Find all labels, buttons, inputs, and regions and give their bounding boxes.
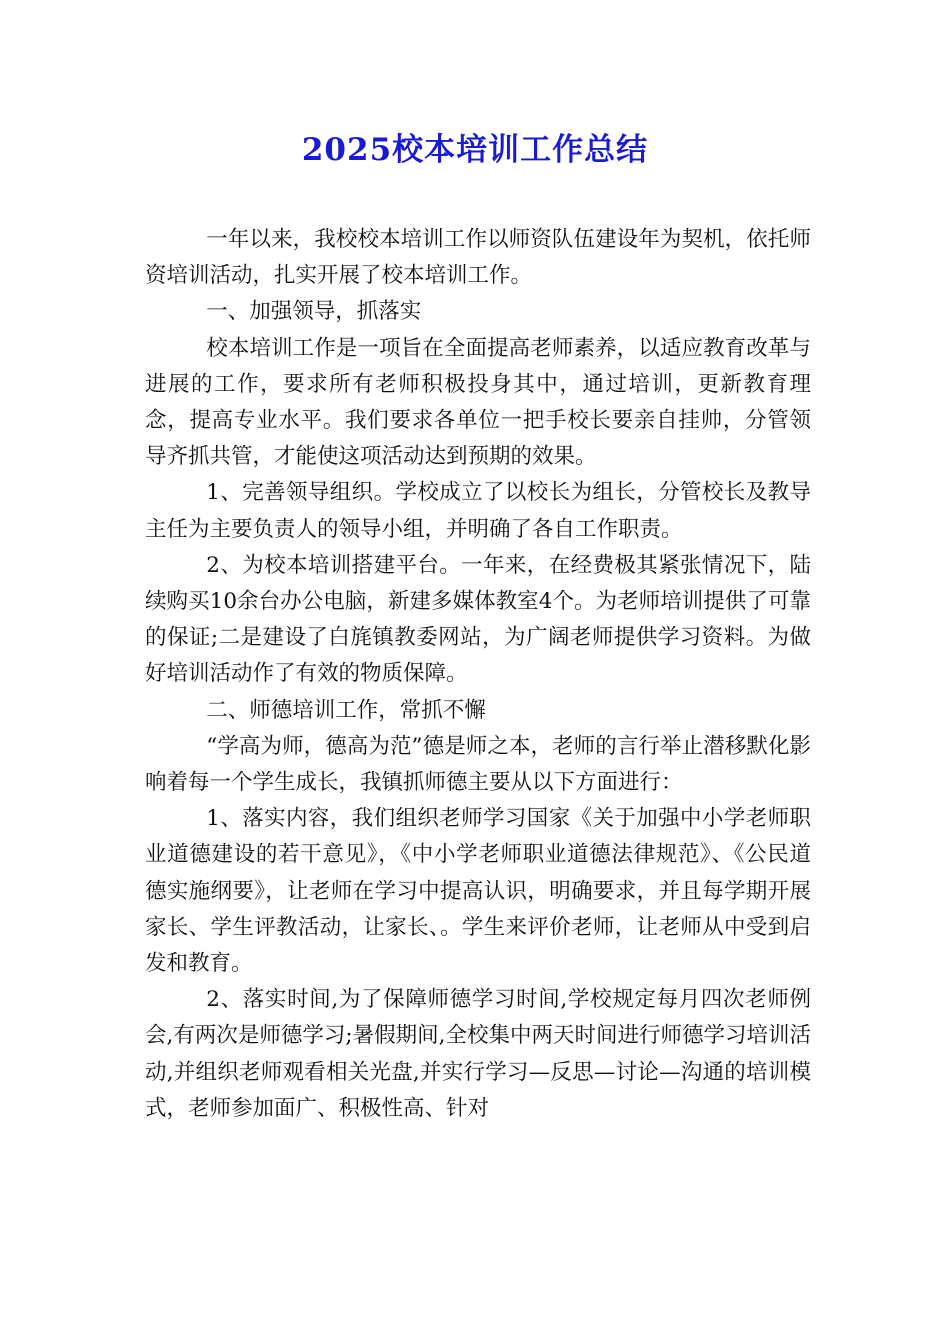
paragraph-ethics-content: 1、落实内容，我们组织老师学习国家《关于加强中小学老师职业道德建设的若干意见》，《中小学老师职业道德法律规范》、《公民道德实施纲要》，让老师在学习中提高认识，明确要求，并且每学期开展家长、学生评教活动，让家长、。学生来评价老师，让老师从中受到启发和教育。 bbox=[145, 806, 811, 977]
section-heading-2: 二、师德培训工作，常抓不懈 bbox=[206, 697, 486, 723]
paragraph-intro: 一年以来，我校校本培训工作以师资队伍建设年为契机，依托师资培训活动，扎实开展了校本培训工作。 bbox=[145, 227, 811, 289]
paragraph-leadership: 校本培训工作是一项旨在全面提高老师素养，以适应教育改革与进展的工作，要求所有老师积极投身其中，通过培训，更新教育理念，提高专业水平。我们要求各单位一把手校长要亲自挂帅，分管领导齐抓共管，才能使这项活动达到预期的效果。 bbox=[145, 335, 811, 470]
paragraph-ethics-time: 2、落实时间,为了保障师德学习时间,学校规定每月四次老师例会,有两次是师德学习;暑假期间,全校集中两天时间进行师德学习培训活动,并组织老师观看相关光盘,并实行学习—反思—讨论—沟通的培训模式，老师参加面广、积极性高、针对 bbox=[145, 987, 811, 1121]
paragraph-organization: 1、完善领导组织。学校成立了以校长为组长，分管校长及教导主任为主要负责人的领导小组，并明确了各自工作职责。 bbox=[145, 480, 811, 542]
document-title: 2025校本培训工作总结 bbox=[301, 132, 649, 168]
paragraph-ethics-intro: “学高为师，德高为范”德是师之本，老师的言行举止潜移默化影响着每一个学生成长，我镇抓师德主要从以下方面进行： bbox=[145, 733, 811, 796]
paragraph-platform: 2、为校本培训搭建平台。一年来，在经费极其紧张情况下，陆续购买10余台办公电脑，新建多媒体教室4个。为老师培训提供了可靠的保证;二是建设了白旄镇教委网站，为广阔老师提供学习资料。为做好培训活动作了有效的物质保障。 bbox=[145, 552, 811, 687]
section-heading-1: 一、加强领导，抓落实 bbox=[206, 299, 422, 325]
document-body bbox=[145, 222, 811, 1127]
